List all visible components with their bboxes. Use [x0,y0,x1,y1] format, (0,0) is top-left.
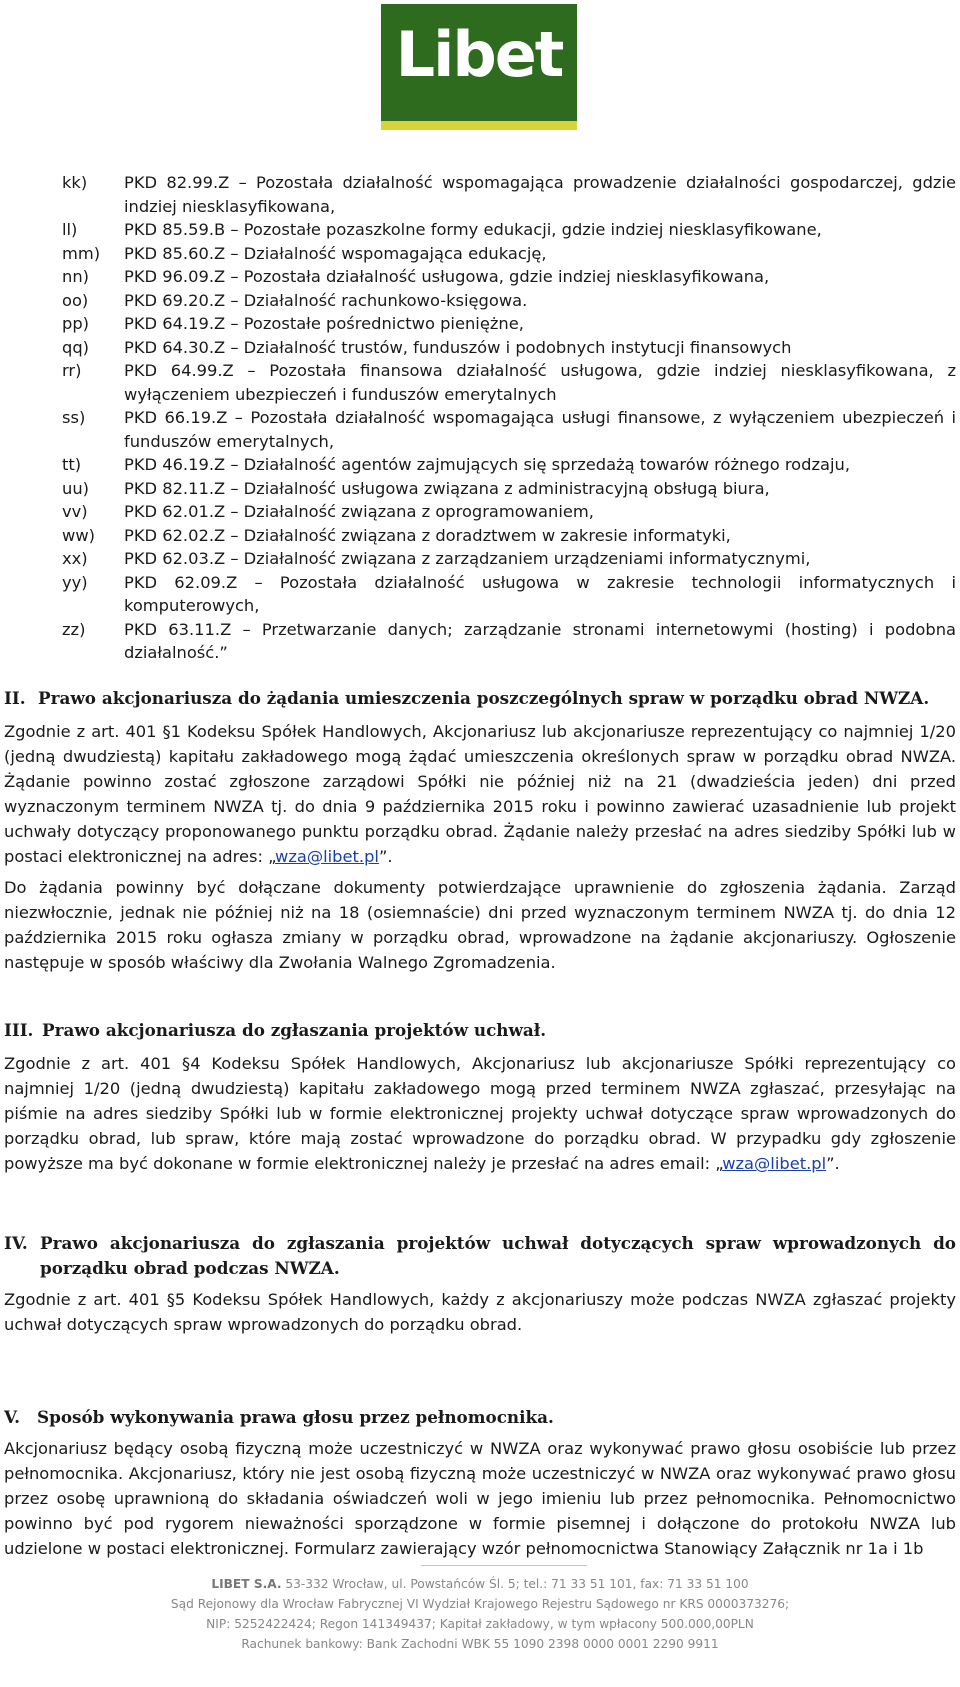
list-item [62,500,956,524]
list-item-marker: kk) [62,173,88,192]
section-title: Prawo akcjonariusza do żądania umieszczenia poszczególnych spraw w porządku obrad NWZA. [38,688,930,708]
footer-divider [421,1565,587,1566]
footer-address: LIBET S.A. 53-332 Wrocław, ul. Powstańców Śl. 5; tel.: 71 33 51 101, fax: 71 33 51 100 [211,1577,749,1591]
list-item-text: PKD 62.02.Z – Działalność związana z doradztwem w zakresie informatyki, [124,525,731,545]
list-item-text: PKD 85.59.B – Pozostałe pozaszkolne formy edukacji, gdzie indziej niesklasyfikowane, [124,220,822,239]
section-iv [4,1231,956,1337]
logo-accent-bar [381,121,577,130]
list-item-text: PKD 66.19.Z – Pozostała działalność wspomagająca usługi finansowe, z wyłączeniem ubezpieczeń i funduszów emerytalnych, [124,408,956,451]
list-item-text: PKD 82.11.Z – Działalność usługowa związana z administracyjną obsługą biura, [124,478,770,498]
list-item-text: PKD 82.99.Z – Pozostała działalność wspomagająca prowadzenie działalności gospodarczej, gdzie indziej niesklasyfikowana, [124,173,956,216]
list-item [62,218,956,242]
list-item [62,477,956,501]
list-item-text: PKD 64.19.Z – Pozostałe pośrednictwo pieniężne, [124,314,524,333]
footer-company: LIBET S.A. [211,1577,282,1591]
list-item-marker: ss) [62,408,86,427]
list-item-text: PKD 69.20.Z – Działalność rachunkowo-księgowa. [124,290,528,310]
list-item [62,336,956,360]
section-ii-paragraph-1: Zgodnie z art. 401 §1 Kodeksu Spółek Handlowych, Akcjonariusz lub akcjonariusze reprezentujący co najmniej 1/20 (jedną dwudziestą) kapitału zakładowego mogą żądać umieszczenia określonych spraw w porządku obrad NWZA. Żądanie powinno zostać zgłoszone zarządowi Spółki nie później niż na 21 (dwadzieścia jeden) dni przed wyznaczonym terminem NWZA tj. do dnia 9 października 2015 roku i powinno zawierać uzasadnienie lub projekt uchwały dotyczący proponowanego punktu porządku obrad. Żądanie należy przesłać na adres siedziby Spółki lub w postaci elektronicznej na adres: „wza@libet.pl”. [4,722,956,866]
list-item [62,312,956,336]
list-item-marker: qq) [62,337,90,357]
list-item-text: PKD 46.19.Z – Działalność agentów zajmujących się sprzedażą towarów różnego rodzaju, [124,455,851,474]
section-ii-paragraph-2: Do żądania powinny być dołączane dokumenty potwierdzające uprawnienie do zgłoszenia żądania. Zarząd niezwłocznie, jednak nie później niż na 18 (osiemnaście) dni przed wyznaczonym terminem NWZA tj. do dnia 12 października 2015 roku ogłasza zmiany w porządku obrad, wprowadzone na żądanie akcjonariuszy. Ogłoszenie następuje w sposób właściwy dla Zwołania Walnego Zgromadzenia. [4,878,956,972]
section-title: Prawo akcjonariusza do zgłaszania projektów uchwał dotyczących spraw wprowadzonych do porządku obrad podczas NWZA. [40,1233,956,1278]
list-item-text: PKD 96.09.Z – Pozostała działalność usługowa, gdzie indziej niesklasyfikowana, [124,267,770,286]
section-v [4,1405,956,1561]
list-item [62,359,956,406]
page-footer [0,1574,960,1654]
list-item-marker: pp) [62,314,90,333]
list-item-text: PKD 63.11.Z – Przetwarzanie danych; zarządzanie stronami internetowymi (hosting) i podobna działalność.” [124,619,956,662]
section-title: Prawo akcjonariusza do zgłaszania projektów uchwał. [42,1020,547,1040]
list-item [62,571,956,618]
list-item-marker: uu) [62,478,89,498]
list-item [62,289,956,313]
section-number: V. [4,1407,20,1427]
list-item-text: PKD 64.30.Z – Działalność trustów, funduszów i podobnych instytucji finansowych [124,337,792,357]
list-item-text: PKD 62.01.Z – Działalność związana z oprogramowaniem, [124,502,594,521]
section-iii-paragraph: Zgodnie z art. 401 §4 Kodeksu Spółek Handlowych, Akcjonariusz lub akcjonariusze Spółki reprezentujący co najmniej 1/20 (jedną dwudziestą) kapitału zakładowego mogą przed terminem NWZA zgłaszać, przesyłając na piśmie na adres siedziby Spółki lub w formie elektronicznej projekty uchwał dotyczące spraw wprowadzonych do porządku obrad, lub spraw, które mają zostać wprowadzone do porządku obrad. W przypadku gdy zgłoszenie powyższe ma być dokonane w formie elektronicznej należy je przesłać na adres email: „wza@libet.pl”. [4,1054,956,1173]
section-ii-heading [4,686,956,711]
section-v-paragraph: Akcjonariusz będący osobą fizyczną może uczestniczyć w NWZA oraz wykonywać prawo głosu osobiście lub przez pełnomocnika. Akcjonariusz, który nie jest osobą fizyczną może uczestniczyć w NWZA oraz wykonywać prawo głosu przez osobę uprawnioną do składania oświadczeń woli w jego imieniu lub przez pełnomocnika. Pełnomocnictwo powinno być pod rygorem nieważności sporządzone w formie pisemnej i dołączone do protokołu NWZA lub udzielone w postaci elektronicznej. Formularz zawierający wzór pełnomocnictwa Stanowiący Załącznik nr 1a i 1b [4,1439,956,1558]
list-item-marker: rr) [62,361,82,380]
list-item-marker: tt) [62,455,82,474]
footer-court-registry: Sąd Rejonowy dla Wrocław Fabrycznej VI Wydział Krajowego Rejestru Sądowego nr KRS 0000373276; [170,1597,790,1611]
list-item-marker: nn) [62,267,89,286]
list-item [62,453,956,477]
section-iv-heading [4,1231,956,1281]
list-item [62,524,956,548]
section-number: IV. [4,1233,28,1253]
section-v-heading [4,1405,956,1430]
list-item [62,618,956,665]
section-ii [4,686,956,975]
email-link[interactable]: wza@libet.pl [722,1154,827,1173]
section-iv-paragraph: Zgodnie z art. 401 §5 Kodeksu Spółek Handlowych, każdy z akcjonariuszy może podczas NWZA zgłaszać projekty uchwał dotyczących spraw wprowadzonych do porządku obrad. [4,1290,956,1334]
list-item [62,406,956,453]
list-item [62,242,956,266]
list-item-marker: oo) [62,290,89,310]
section-title: Sposób wykonywania prawa głosu przez pełnomocnika. [37,1407,554,1427]
libet-logo [381,4,577,130]
section-number: II. [4,688,26,708]
list-item-marker: ww) [62,525,95,545]
list-item-text: PKD 62.03.Z – Działalność związana z zarządzaniem urządzeniami informatycznymi, [124,549,811,568]
list-item-text: PKD 64.99.Z – Pozostała finansowa działalność usługowa, gdzie indziej niesklasyfikowana, z wyłączeniem ubezpieczeń i funduszów emerytalnych [124,361,956,404]
email-link[interactable]: wza@libet.pl [275,847,379,866]
list-item-marker: ll) [62,220,78,239]
list-item-text: PKD 62.09.Z – Pozostała działalność usługowa w zakresie technologii informatycznych i komputerowych, [124,572,956,615]
section-iii [4,1018,956,1176]
footer-tax-ids: NIP: 5252422424; Regon 141349437; Kapitał zakładowy, w tym wpłacony 500.000,00PLN [206,1617,754,1631]
list-item [62,265,956,289]
list-item-marker: zz) [62,619,86,639]
list-item-marker: xx) [62,549,88,568]
list-item-marker: mm) [62,243,101,263]
footer-bank-account: Rachunek bankowy: Bank Zachodni WBK 55 1090 2398 0000 0001 2290 9911 [241,1637,719,1651]
list-item-marker: vv) [62,502,88,521]
pkd-list [62,171,956,665]
list-item [62,171,956,218]
list-item [62,547,956,571]
logo-text: Libet [395,18,563,91]
list-item-text: PKD 85.60.Z – Działalność wspomagająca edukację, [124,243,547,263]
list-item-marker: yy) [62,572,88,592]
section-iii-heading [4,1018,956,1043]
section-number: III. [4,1020,34,1040]
